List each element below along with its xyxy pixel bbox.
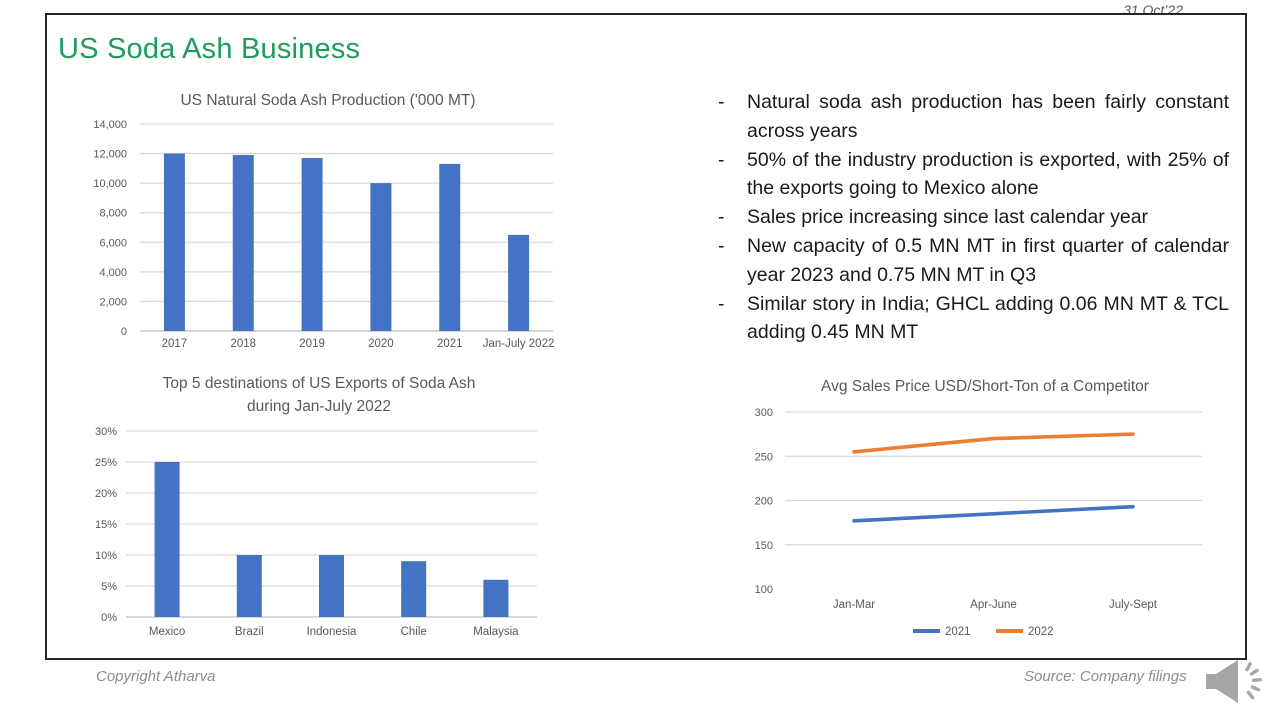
bar — [370, 183, 391, 331]
bullet-marker: - — [718, 292, 725, 315]
bullet-list — [715, 88, 1229, 347]
y-axis-tick-label: 8,000 — [99, 207, 127, 220]
x-axis-category-label: Indonesia — [306, 626, 357, 638]
chart-title: US Natural Soda Ash Production ('000 MT) — [180, 92, 476, 109]
x-axis-category-label: Jan-July 2022 — [482, 338, 555, 350]
series-line-2022 — [854, 434, 1133, 452]
chart-title: Avg Sales Price USD/Short-Ton of a Competitor — [821, 378, 1149, 395]
bullet-marker: - — [718, 206, 725, 229]
x-axis-category-label: Brazil — [234, 626, 264, 638]
y-axis-tick-label: 6,000 — [99, 237, 127, 250]
bar — [233, 155, 254, 331]
x-axis-category-label: Jan-Mar — [832, 599, 876, 611]
bullet-marker: - — [718, 148, 725, 171]
y-axis-tick-label: 300 — [754, 407, 773, 419]
price-line-chart — [730, 372, 1250, 662]
y-axis-tick-label: 0% — [101, 612, 117, 624]
x-axis-category-label: 2018 — [230, 338, 257, 350]
y-axis-tick-label: 250 — [754, 451, 773, 464]
bar — [155, 462, 180, 617]
x-axis-category-label: Malaysia — [473, 626, 519, 638]
bar — [302, 158, 323, 331]
y-axis-tick-label: 10,000 — [93, 178, 127, 191]
sound-wave-dashes — [1245, 661, 1262, 699]
page-title: US Soda Ash Business — [58, 33, 361, 65]
bullet-item — [715, 232, 1229, 290]
x-axis-category-label: July-Sept — [1109, 599, 1157, 611]
y-axis-tick-label: 20% — [94, 488, 117, 500]
y-axis-tick-label: 4,000 — [99, 266, 127, 279]
bar — [319, 555, 344, 617]
bullet-text: New capacity of 0.5 MN MT in first quarter of calendar year 2023 and 0.75 MN MT in Q3 — [747, 234, 1229, 286]
bar — [508, 235, 529, 331]
legend-label: 2021 — [945, 626, 971, 638]
y-axis-tick-label: 12,000 — [93, 148, 127, 161]
x-axis-category-label: Chile — [400, 626, 427, 638]
y-axis-tick-label: 15% — [94, 519, 117, 531]
exports-bar-chart — [48, 368, 568, 656]
bullet-marker: - — [718, 234, 725, 257]
y-axis-tick-label: 200 — [754, 495, 773, 508]
y-axis-tick-label: 2,000 — [99, 296, 127, 309]
bar — [483, 580, 508, 617]
bar — [164, 154, 185, 331]
bullet-text: Similar story in India; GHCL adding 0.06 MN MT & TCL adding 0.45 MN MT — [747, 292, 1229, 344]
y-axis-tick-label: 150 — [754, 539, 773, 552]
bullet-item — [715, 203, 1229, 232]
bullet-text: Sales price increasing since last calendar year — [747, 206, 1149, 229]
x-axis-category-label: 2020 — [368, 338, 394, 350]
legend-label: 2022 — [1028, 626, 1054, 638]
y-axis-tick-label: 5% — [101, 581, 117, 593]
bullet-item — [715, 88, 1229, 146]
bullet-marker: - — [718, 91, 725, 113]
speaker-body — [1206, 660, 1238, 703]
y-axis-tick-label: 100 — [754, 584, 773, 596]
production-bar-chart — [48, 84, 568, 364]
chart-title: Top 5 destinations of US Exports of Soda Ash — [162, 375, 476, 392]
copyright-text: Copyright Atharva — [96, 668, 216, 685]
chart-title: during Jan-July 2022 — [247, 398, 391, 415]
y-axis-tick-label: 14,000 — [93, 119, 127, 131]
bullet-item — [715, 146, 1229, 204]
bar — [439, 164, 460, 331]
source-text: Source: Company filings — [1024, 668, 1187, 685]
bar — [401, 561, 426, 617]
speaker-icon[interactable] — [1200, 652, 1266, 720]
slide-date: 31 Oct’22 — [1123, 2, 1183, 18]
series-line-2021 — [854, 507, 1133, 521]
y-axis-tick-label: 0 — [120, 326, 127, 338]
x-axis-category-label: 2017 — [161, 338, 188, 350]
x-axis-category-label: Mexico — [148, 626, 186, 638]
y-axis-tick-label: 10% — [94, 550, 117, 562]
x-axis-category-label: Apr-June — [970, 599, 1017, 611]
x-axis-category-label: 2019 — [299, 338, 325, 350]
bullet-text: 50% of the industry production is exported, with 25% of the exports going to Mexico alone — [747, 148, 1229, 200]
x-axis-category-label: 2021 — [436, 338, 463, 350]
y-axis-tick-label: 25% — [94, 457, 117, 469]
y-axis-tick-label: 30% — [94, 426, 117, 438]
bar — [237, 555, 262, 617]
bullet-item — [715, 290, 1229, 348]
bullet-text: Natural soda ash production has been fairly constant across years — [747, 91, 1229, 142]
